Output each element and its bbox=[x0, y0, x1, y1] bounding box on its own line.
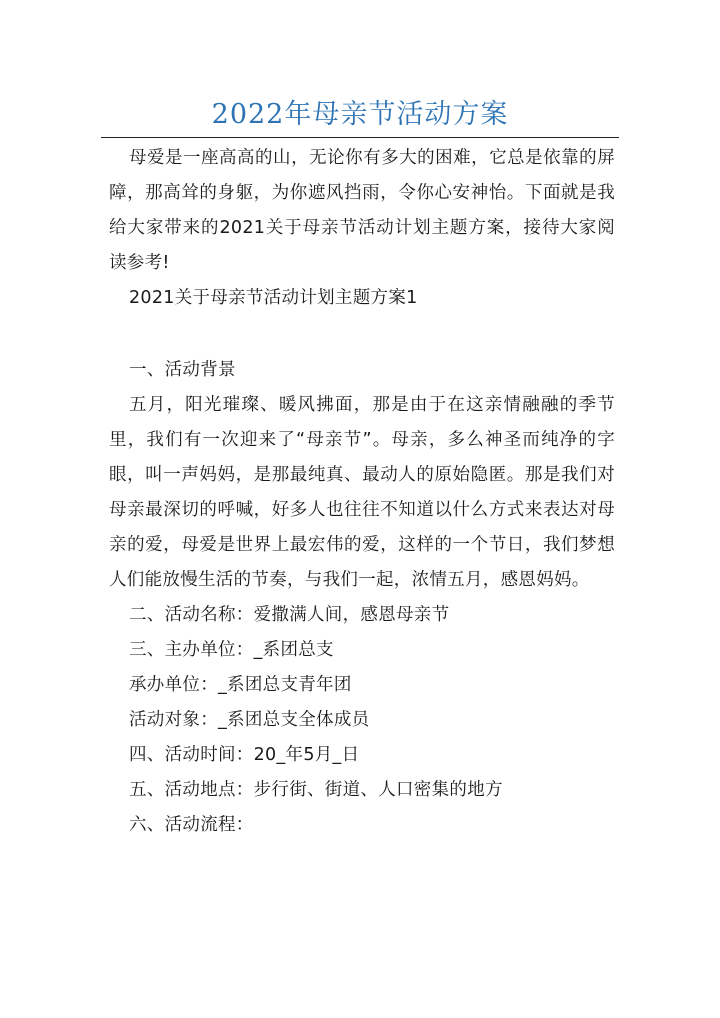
activity-location-line: 五、活动地点：步行街、街道、人口密集的地方 bbox=[129, 780, 503, 800]
activity-name-line: 二、活动名称：爱撒满人间，感恩母亲节 bbox=[129, 605, 450, 625]
plan-subtitle: 2021关于母亲节活动计划主题方案1 bbox=[129, 288, 418, 308]
background-paragraph: 五月，阳光璀璨、暖风拂面，那是由于在这亲情融融的季节里，我们有一次迎来了“母亲节”。母亲，多么神圣而纯净的字眼，叫一声妈妈，是那最纯真、最动人的原始隐匿。那是我们对母亲最深切的呼喊，好多人也往往不知道以什么方式来表达对母亲的爱，母爱是世界上最宏伟的爱，这样的一个节日，我们梦想人们能放慢生活的节奏，与我们一起，浓情五月，感恩妈妈。 bbox=[109, 395, 615, 590]
document-title: 2022年母亲节活动方案 bbox=[211, 99, 509, 130]
activity-process-line: 六、活动流程： bbox=[129, 815, 254, 835]
title-underline bbox=[101, 137, 619, 138]
activity-time-line: 四、活动时间：20_年5月_日 bbox=[129, 745, 360, 765]
co-organizer-line: 承办单位：_系团总支青年团 bbox=[129, 675, 352, 695]
audience-line: 活动对象：_系团总支全体成员 bbox=[129, 710, 370, 730]
document-body bbox=[109, 141, 615, 843]
blank-line bbox=[109, 316, 615, 353]
organizer-line: 三、主办单位：_系团总支 bbox=[129, 640, 334, 660]
section-heading-background: 一、活动背景 bbox=[129, 360, 236, 380]
intro-paragraph: 母爱是一座高高的山，无论你有多大的困难，它总是依靠的屏障，那高耸的身躯，为你遮风挡雨，令你心安神怡。下面就是我给大家带来的2021关于母亲节活动计划主题方案，接待大家阅读参考! bbox=[109, 148, 615, 273]
